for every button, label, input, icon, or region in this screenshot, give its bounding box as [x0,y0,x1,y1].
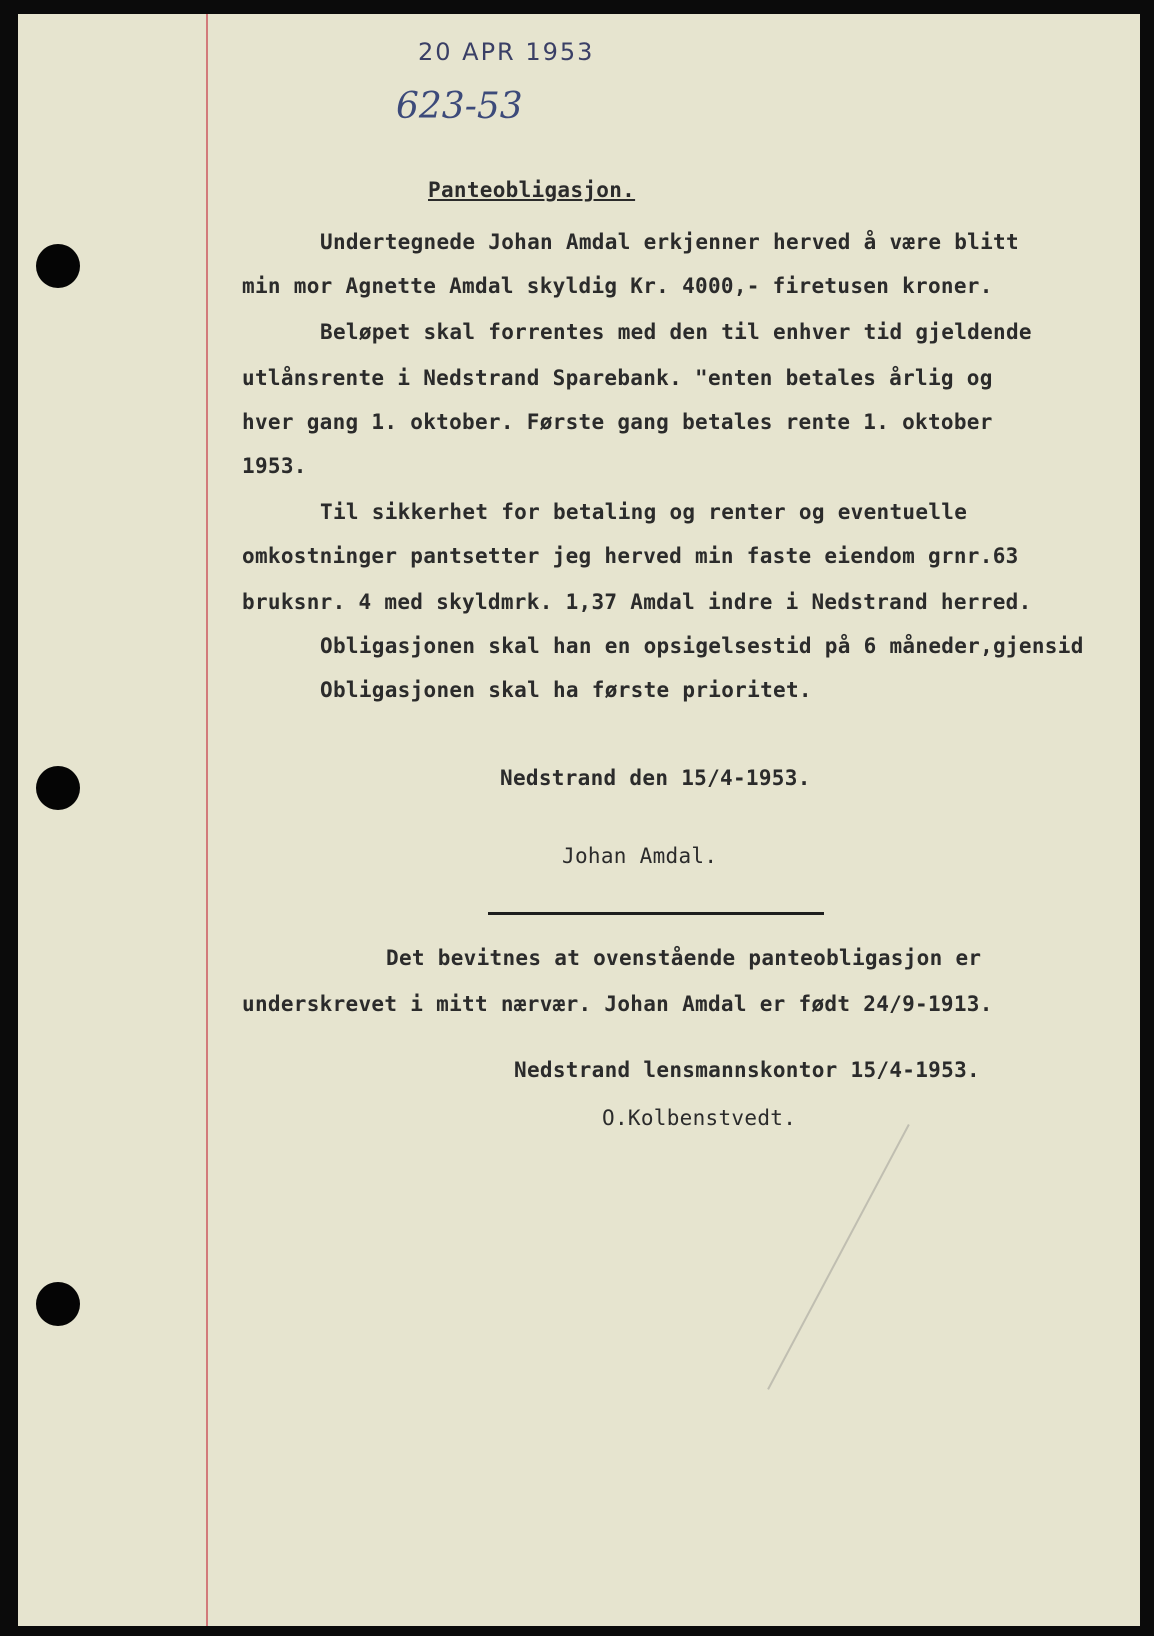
witness-place-date: Nedstrand lensmannskontor 15/4-1953. [514,1058,980,1082]
witness-line: underskrevet i mitt nærvær. Johan Amdal er født 24/9-1913. [242,992,993,1016]
body-line: bruksnr. 4 med skyldmrk. 1,37 Amdal indre i Nedstrand herred. [242,590,1032,614]
registry-number: 623-53 [396,86,523,127]
punch-hole [36,766,80,810]
body-line: min mor Agnette Amdal skyldig Kr. 4000,- firetusen kroner. [242,274,993,298]
registry-stamp [388,86,523,127]
signature-rule [488,912,824,915]
date-stamp: 20 APR 1953 [418,38,595,66]
body-line: omkostninger pantsetter jeg herved min faste eiendom grnr.63 [242,544,1019,568]
body-line: Beløpet skal forrentes med den til enhver tid gjeldende [320,320,1032,344]
body-line: 1953. [242,454,307,478]
body-line: Obligasjonen skal ha første prioritet. [320,678,812,702]
pencil-mark [767,1124,910,1390]
body-line: Obligasjonen skal han en opsigelsestid på 6 måneder,gjensid [320,634,1084,658]
body-line: hver gang 1. oktober. Første gang betales rente 1. oktober [242,410,993,434]
punch-hole [36,1282,80,1326]
body-line: utlånsrente i Nedstrand Sparebank. "enten betales årlig og [242,366,993,390]
document-title: Panteobligasjon. [428,178,636,202]
place-date: Nedstrand den 15/4-1953. [500,766,811,790]
body-line: Til sikkerhet for betaling og renter og eventuelle [320,500,968,524]
punch-hole [36,244,80,288]
document-page [18,14,1140,1626]
signature: Johan Amdal. [562,844,718,868]
body-line: Undertegnede Johan Amdal erkjenner herved å være blitt [320,230,1019,254]
witness-line: Det bevitnes at ovenstående panteobligasjon er [386,946,982,970]
witness-signature: O.Kolbenstvedt. [602,1106,797,1130]
margin-line [206,14,208,1626]
